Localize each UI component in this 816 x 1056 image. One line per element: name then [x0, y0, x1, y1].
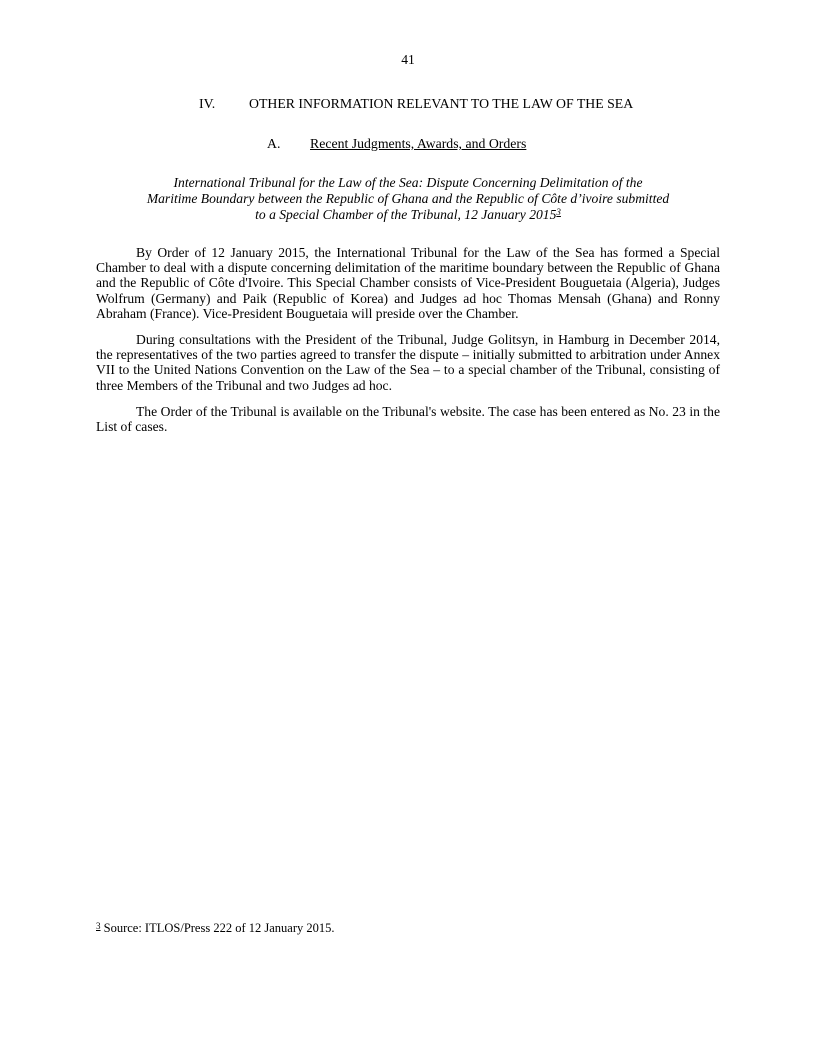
case-title [96, 175, 720, 223]
section-heading-title: OTHER INFORMATION RELEVANT TO THE LAW OF THE SEA [249, 96, 634, 111]
subsection-heading-title: Recent Judgments, Awards, and Orders [310, 136, 527, 151]
section-heading-numeral: IV. [199, 96, 216, 111]
subsection-heading [267, 136, 526, 152]
page-number: 41 [401, 52, 415, 67]
subsection-heading-letter: A. [267, 136, 281, 151]
case-title-line-1: International Tribunal for the Law of the Sea: Dispute Concerning Delimitation of the [173, 175, 643, 190]
footnote-reference-marker: 3 [556, 207, 561, 217]
case-title-line-3 [96, 207, 720, 223]
paragraph-1: By Order of 12 January 2015, the International Tribunal for the Law of the Sea has formed a Special Chamber to deal with a dispute concerning delimitation of the maritime boundary between the Republic of Ghana and the Republic of Côte d'Ivoire. This Special Chamber consists of Vice-President Bouguetaia (Algeria), Judges Wolfrum (Germany) and Paik (Republic of Korea) and Judges ad hoc Thomas Mensah (Ghana) and Ronny Abraham (France). Vice-President Bouguetaia will preside over the Chamber. [96, 245, 720, 321]
footnote [96, 921, 720, 936]
paragraph-2: During consultations with the President of the Tribunal, Judge Golitsyn, in Hamburg in December 2014, the representatives of the two parties agreed to transfer the dispute – initially submitted to arbitration under Annex VII to the United Nations Convention on the Law of the Sea – to a special chamber of the Tribunal, consisting of three Members of the Tribunal and two Judges ad hoc. [96, 332, 720, 393]
case-title-line-3-text: to a Special Chamber of the Tribunal, 12 January 2015 [255, 207, 557, 222]
section-heading [199, 96, 633, 112]
body-text [96, 245, 720, 445]
case-title-line-2: Maritime Boundary between the Republic of Ghana and the Republic of Côte d’ivoire submitted [146, 191, 670, 206]
paragraph-3: The Order of the Tribunal is available on the Tribunal's website. The case has been entered as No. 23 in the List of cases. [96, 403, 720, 435]
footnote-number: 3 [96, 921, 101, 931]
footnote-text: Source: ITLOS/Press 222 of 12 January 2015. [103, 921, 335, 935]
